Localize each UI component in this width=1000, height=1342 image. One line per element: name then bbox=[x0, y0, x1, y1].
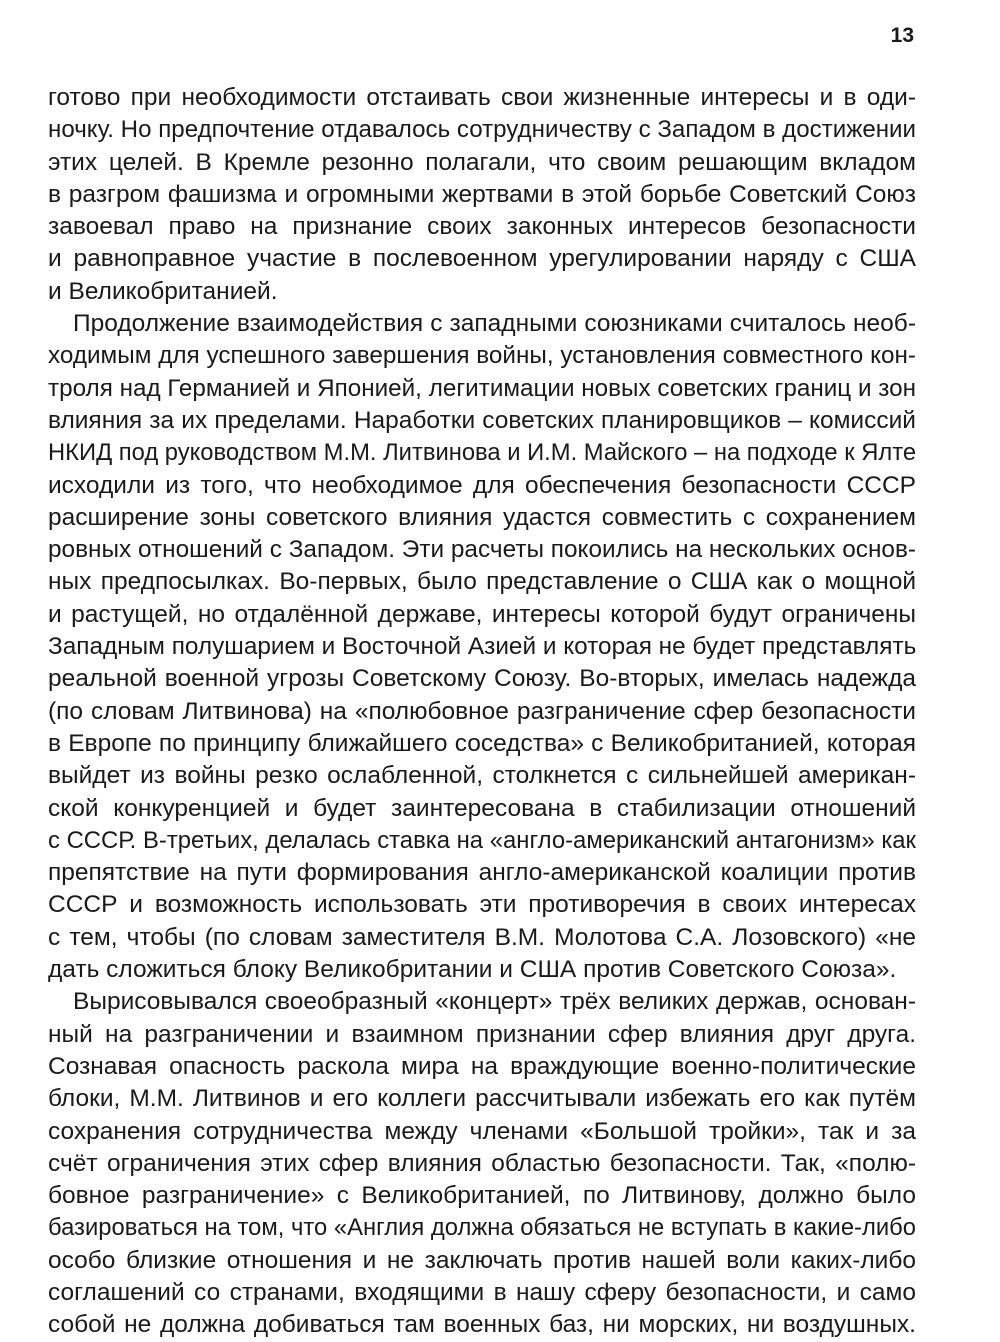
paragraph bbox=[48, 986, 916, 1341]
paragraph bbox=[48, 308, 916, 986]
paragraph bbox=[48, 82, 916, 308]
text-line: реальной военной угрозы Советскому Союзу. Во-вторых, имелась надежда bbox=[48, 665, 916, 693]
text-line: и растущей, но отдалённой державе, интересы которой будут ограничены bbox=[48, 600, 916, 628]
text-line: в Европе по принципу ближайшего соседства» с Великобританией, которая bbox=[48, 729, 916, 757]
text-line: расширение зоны советского влияния удастся совместить с сохранением bbox=[48, 503, 916, 531]
text-line: сохранения сотрудничества между членами «Большой тройки», так и за bbox=[48, 1117, 916, 1145]
text-line: собой не должна добиваться там военных баз, ни морских, ни воздушных. bbox=[48, 1311, 916, 1339]
text-line: блоки, М.М. Литвинов и его коллеги рассчитывали избежать его как путём bbox=[48, 1085, 916, 1113]
text-line: ровных отношений с Западом. Эти расчеты покоились на нескольких основ- bbox=[48, 536, 916, 564]
text-line: препятствие на пути формирования англо-американской коалиции против bbox=[48, 859, 916, 887]
text-line: с СССР. В-третьих, делалась ставка на «англо-американский антагонизм» как bbox=[48, 826, 916, 854]
body-text bbox=[48, 82, 916, 1342]
text-line: ный на разграничении и взаимном признании сфер влияния друг друга. bbox=[48, 1020, 916, 1048]
page-number: 13 bbox=[890, 24, 914, 47]
text-line: СССР и возможность использовать эти противоречия в своих интересах bbox=[48, 891, 916, 919]
text-line: завоевал право на признание своих законных интересов безопасности bbox=[48, 213, 916, 241]
text-line: соглашений со странами, входящими в нашу сферу безопасности, и само bbox=[48, 1278, 916, 1306]
text-line: и равноправное участие в послевоенном урегулировании наряду с США bbox=[48, 245, 916, 273]
text-line: троля над Германией и Японией, легитимации новых советских границ и зон bbox=[48, 374, 916, 402]
text-line: счёт ограничения этих сфер влияния областью безопасности. Так, «полю- bbox=[48, 1149, 916, 1177]
text-line: базироваться на том, что «Англия должна обязаться не вступать в какие-либо bbox=[48, 1214, 916, 1242]
text-line: ходимым для успешного завершения войны, установления совместного кон- bbox=[48, 342, 916, 370]
text-line: в разгром фашизма и огромными жертвами в этой борьбе Советский Союз bbox=[48, 180, 916, 208]
text-line: ных предпосылках. Во-первых, было представление о США как о мощной bbox=[48, 568, 916, 596]
text-line: этих целей. В Кремле резонно полагали, что своим решающим вкладом bbox=[48, 148, 916, 176]
text-line: и Великобританией. bbox=[48, 277, 278, 305]
text-line: готово при необходимости отстаивать свои жизненные интересы и в оди- bbox=[48, 84, 916, 111]
text-line: влияния за их пределами. Наработки советских планировщиков – комиссий bbox=[48, 406, 916, 434]
text-line: выйдет из войны резко ослабленной, столкнется с сильнейшей американ- bbox=[48, 762, 916, 790]
text-line: Продолжение взаимодействия с западными союзниками считалось необ- bbox=[73, 310, 916, 338]
text-line: НКИД под руководством М.М. Литвинова и И.М. Майского – на подходе к Ялте bbox=[48, 439, 917, 467]
text-line: исходили из того, что необходимое для обеспечения безопасности СССР bbox=[48, 471, 916, 499]
text-line: ночку. Но предпочтение отдавалось сотрудничеству с Западом в достижении bbox=[48, 116, 916, 144]
text-line: бовное разграничение» с Великобританией, по Литвинову, должно было bbox=[48, 1182, 916, 1210]
text-line: дать сложиться блоку Великобритании и США против Советского Союза». bbox=[48, 956, 897, 984]
text-line: с тем, чтобы (по словам заместителя В.М. Молотова С.А. Лозовского) «не bbox=[48, 923, 916, 951]
text-line: Вырисовывался своеобразный «концерт» трёх великих держав, основан- bbox=[73, 988, 916, 1016]
text-line: Западным полушарием и Восточной Азией и которая не будет представлять bbox=[48, 633, 917, 661]
text-line: ской конкуренцией и будет заинтересована в стабилизации отношений bbox=[48, 794, 916, 822]
text-line: особо близкие отношения и не заключать против нашей воли каких-либо bbox=[48, 1246, 916, 1274]
text-line: Сознавая опасность раскола мира на враждующие военно-политические bbox=[48, 1052, 916, 1080]
text-line: (по словам Литвинова) на «полюбовное разграничение сфер безопасности bbox=[48, 697, 916, 725]
